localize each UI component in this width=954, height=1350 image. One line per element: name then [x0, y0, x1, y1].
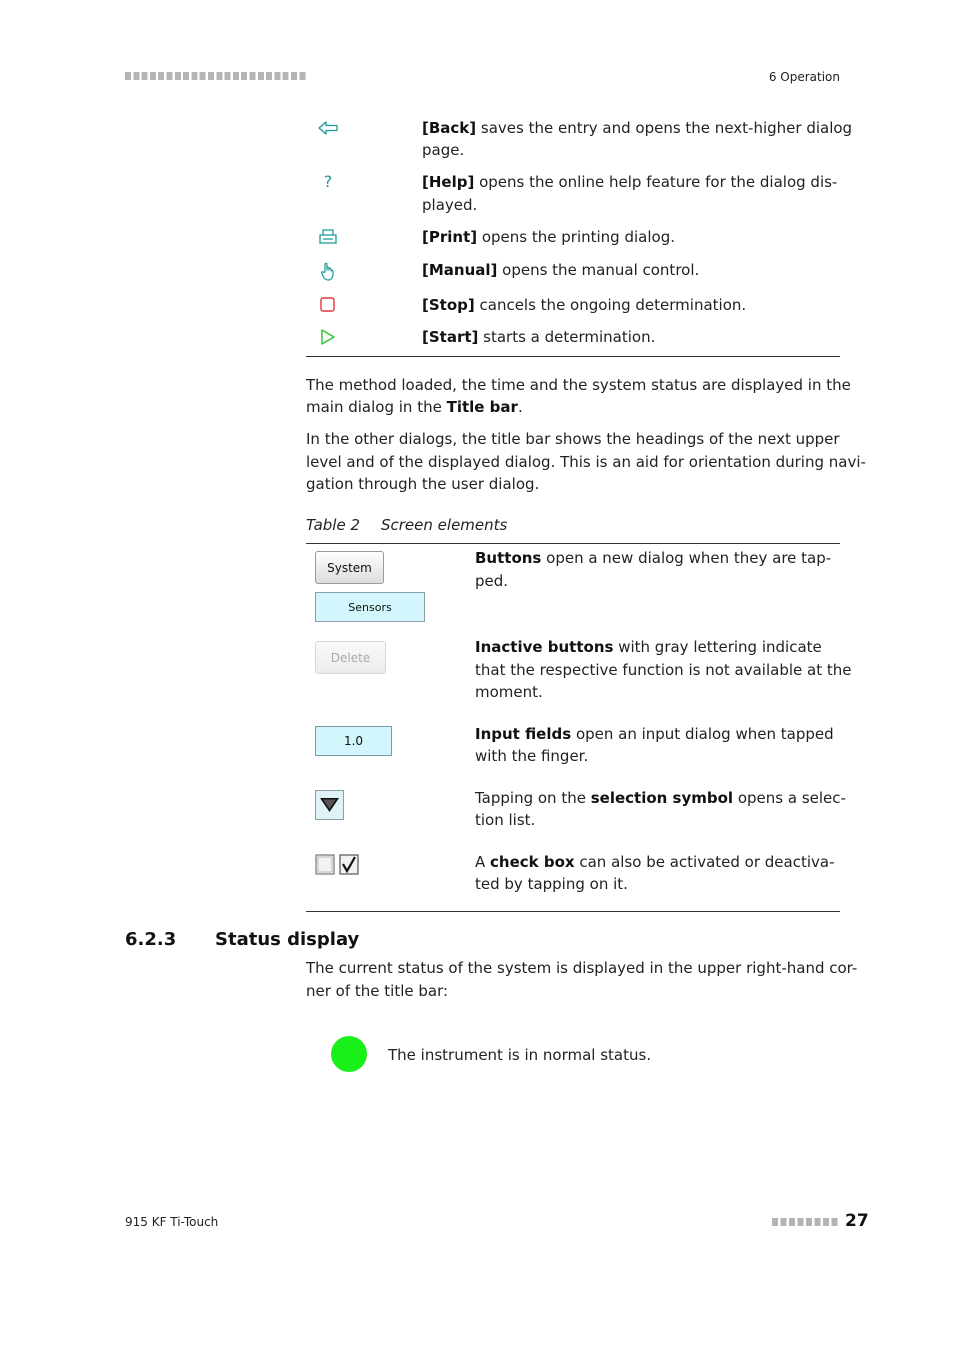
- stop-description: [Stop] cancels the ongoing determination.: [422, 296, 747, 314]
- checkmark-icon: [339, 854, 359, 875]
- buttons-description: Buttons open a new dialog when they are tap-: [475, 549, 832, 567]
- buttons-description-cont: ped.: [475, 572, 509, 590]
- status-paragraph-2: ner of the title bar:: [306, 982, 449, 1000]
- paragraph-title-bar: The method loaded, the time and the system status are displayed in the: [306, 376, 851, 394]
- page-number: 27: [845, 1211, 869, 1231]
- help-description-cont: played.: [422, 196, 478, 214]
- triangle-down-icon: [316, 791, 343, 819]
- selection-symbol[interactable]: [315, 790, 344, 820]
- selection-symbol-description-cont: tion list.: [475, 811, 536, 829]
- delete-button-inactive: Delete: [315, 641, 386, 674]
- footer-product: 915 KF Ti-Touch: [125, 1215, 219, 1229]
- start-icon: [317, 326, 339, 348]
- checkbox-checked[interactable]: [339, 854, 359, 875]
- selection-symbol-description: Tapping on the selection symbol opens a selec-: [475, 789, 846, 807]
- system-button[interactable]: System: [315, 551, 384, 584]
- footer-decoration: [772, 1218, 840, 1226]
- back-description-cont: page.: [422, 141, 465, 159]
- checkbox-description: A check box can also be activated or deactiva-: [475, 853, 835, 871]
- checkbox-description-cont: ted by tapping on it.: [475, 875, 628, 893]
- help-description: [Help] opens the online help feature for the dialog dis-: [422, 173, 838, 191]
- screen-elements-bottom-rule: [306, 911, 840, 912]
- help-icon: ?: [323, 172, 333, 191]
- table-caption-title: Screen elements: [381, 516, 508, 534]
- table-bottom-rule: [306, 356, 840, 357]
- input-field-example[interactable]: 1.0: [315, 726, 392, 756]
- inactive-buttons-description: Inactive buttons with gray lettering indicate: [475, 638, 822, 656]
- chapter-title: 6 Operation: [768, 70, 840, 84]
- paragraph-title-bar-cont: main dialog in the Title bar.: [306, 398, 523, 416]
- inactive-buttons-description-3: moment.: [475, 683, 543, 701]
- header-decoration: [125, 72, 307, 80]
- checkbox-unchecked[interactable]: [315, 854, 335, 875]
- start-description: [Start] starts a determination.: [422, 328, 656, 346]
- inactive-buttons-description-2: that the respective function is not available at the: [475, 661, 852, 679]
- manual-hand-icon: [317, 260, 339, 282]
- normal-status-text: The instrument is in normal status.: [388, 1046, 652, 1064]
- stop-icon: [317, 294, 339, 316]
- manual-description: [Manual] opens the manual control.: [422, 261, 700, 279]
- section-number: 6.2.3: [125, 929, 177, 950]
- print-icon: [317, 226, 339, 248]
- section-title: Status display: [215, 929, 360, 950]
- sensors-button[interactable]: Sensors: [315, 592, 425, 622]
- back-arrow-icon: [317, 117, 339, 139]
- input-fields-description-cont: with the finger.: [475, 747, 589, 765]
- status-indicator-green: [331, 1036, 367, 1072]
- print-description: [Print] opens the printing dialog.: [422, 228, 675, 246]
- paragraph-other-dialogs-3: gation through the user dialog.: [306, 475, 540, 493]
- paragraph-other-dialogs-2: level and of the displayed dialog. This is an aid for orientation during navi-: [306, 453, 866, 471]
- paragraph-other-dialogs-1: In the other dialogs, the title bar shows the headings of the next upper: [306, 430, 840, 448]
- input-fields-description: Input fields open an input dialog when tapped: [475, 725, 834, 743]
- table-top-rule: [306, 543, 840, 544]
- status-paragraph-1: The current status of the system is displayed in the upper right-hand cor-: [306, 959, 858, 977]
- table-caption-number: Table 2: [306, 516, 361, 534]
- back-description: [Back] saves the entry and opens the next-higher dialog: [422, 119, 853, 137]
